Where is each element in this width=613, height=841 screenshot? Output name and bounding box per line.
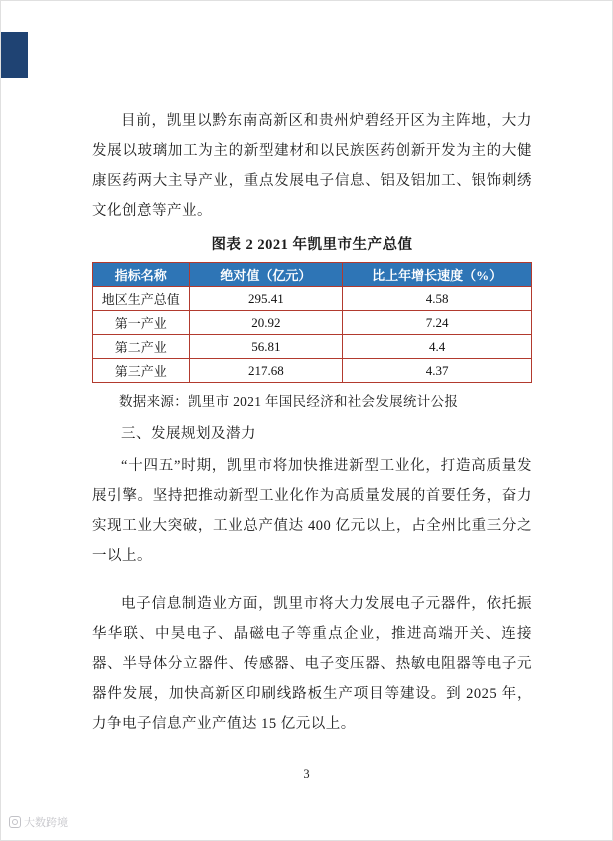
table-cell-growth: 4.4	[343, 335, 532, 359]
watermark	[9, 814, 68, 830]
paragraph-electronics: 电子信息制造业方面，凯里市将大力发展电子元器件，依托振华华联、中昊电子、晶磁电子等重点企业，推进高端开关、连接器、半导体分立器件、传感器、电子变压器、热敏电阻器等电子元器件发展，加快高新区印刷线路板生产项目等建设。到 2025 年，力争电子信息产业产值达 15 亿元以上。	[92, 596, 532, 732]
table-cell-indicator: 第三产业	[93, 359, 190, 383]
table-header-row	[93, 263, 532, 287]
table-cell-value: 295.41	[189, 287, 343, 311]
table-cell-growth: 7.24	[343, 311, 532, 335]
corner-decoration-block	[1, 32, 28, 78]
table-row	[93, 311, 532, 335]
page-content	[92, 106, 532, 739]
table-header-cell: 指标名称	[93, 263, 190, 287]
table-row	[93, 335, 532, 359]
paragraph-plan: “十四五”时期，凯里市将加快推进新型工业化，打造高质量发展引擎。坚持把推动新型工业化作为高质量发展的首要任务，奋力实现工业大突破，工业总产值达 400 亿元以上，占全州比重三分之一以上。	[92, 458, 532, 564]
table-header-cell: 比上年增长速度（%）	[343, 263, 532, 287]
table-row	[93, 287, 532, 311]
table-cell-indicator: 地区生产总值	[93, 287, 190, 311]
watermark-logo-icon	[9, 816, 21, 828]
table-row	[93, 359, 532, 383]
table-title: 图表 2 2021 年凯里市生产总值	[211, 237, 413, 253]
table-cell-growth: 4.58	[343, 287, 532, 311]
paragraph-intro: 目前，凯里以黔东南高新区和贵州炉碧经开区为主阵地，大力发展以玻璃加工为主的新型建材和以民族医药创新开发为主的大健康医药两大主导产业，重点发展电子信息、铝及铝加工、银饰刺绣文化创意等产业。	[92, 113, 532, 219]
table-cell-indicator: 第一产业	[93, 311, 190, 335]
page-number: 3	[303, 767, 310, 781]
watermark-label: 大数跨境	[24, 817, 68, 829]
table-cell-value: 20.92	[189, 311, 343, 335]
gdp-table	[92, 262, 532, 383]
table-header-cell: 绝对值（亿元）	[189, 263, 343, 287]
table-cell-value: 217.68	[189, 359, 343, 383]
section-heading: 三、发展规划及潜力	[121, 426, 256, 442]
table-cell-indicator: 第二产业	[93, 335, 190, 359]
data-source-note: 数据来源：凯里市 2021 年国民经济和社会发展统计公报	[119, 394, 459, 409]
table-cell-growth: 4.37	[343, 359, 532, 383]
table-cell-value: 56.81	[189, 335, 343, 359]
